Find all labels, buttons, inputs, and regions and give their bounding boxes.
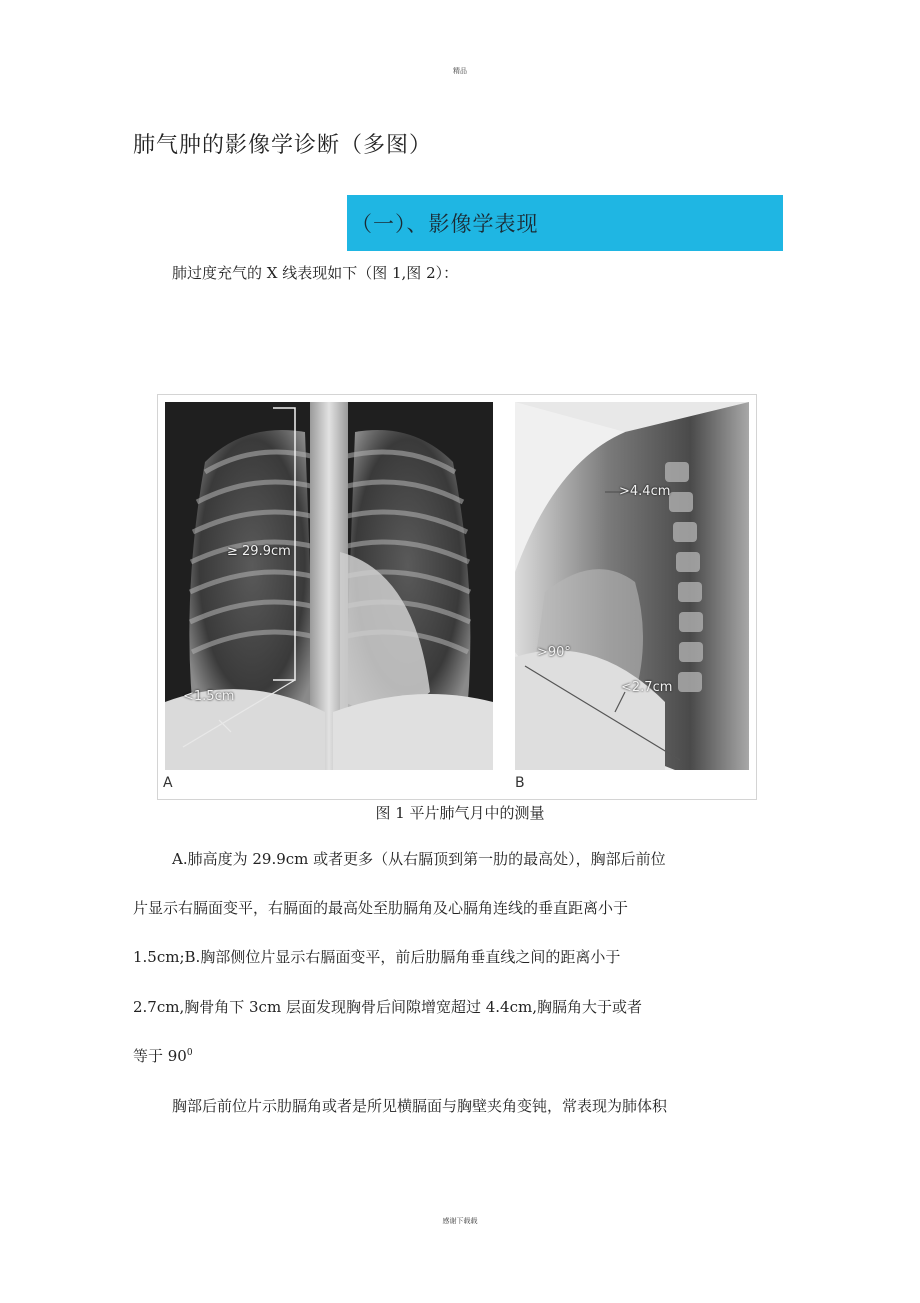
annotation-lung-height: ≥ 29.9cm xyxy=(227,544,291,559)
page-header: 精品 xyxy=(453,67,467,75)
xray-figure xyxy=(157,394,757,800)
panel-label-a: A xyxy=(163,775,173,791)
xray-frontal-image xyxy=(165,402,493,770)
page-footer: 感谢下载载 xyxy=(442,1217,478,1225)
annotation-angle: >90° xyxy=(537,645,571,660)
annotation-retrosternal: >4.4cm xyxy=(619,484,671,499)
section-heading: （一）、影像学表现 xyxy=(351,212,539,236)
panel-label-b: B xyxy=(515,775,525,791)
section-heading-box xyxy=(347,195,783,251)
document-title: 肺气肿的影像学诊断（多图） xyxy=(133,133,433,158)
xray-lateral-image xyxy=(515,402,749,770)
annotation-lateral-distance: <2.7cm xyxy=(621,680,673,695)
intro-text: 肺过度充气的 X 线表现如下（图 1,图 2）： xyxy=(172,264,459,282)
paragraph-line: 2.7cm,胸骨角下 3cm 层面发现胸骨后间隙增宽超过 4.4cm,胸膈角大于或者 xyxy=(133,998,642,1016)
xray-frontal-drawing xyxy=(165,402,493,770)
paragraph-line: 片显示右膈面变平，右膈面的最高处至肋膈角及心膈角连线的垂直距离小于 xyxy=(133,899,629,917)
paragraph-line: 1.5cm;B.胸部侧位片显示右膈面变平，前后肋膈角垂直线之间的距离小于 xyxy=(133,948,621,966)
degree-superscript: 0 xyxy=(186,1048,193,1058)
paragraph-last-line xyxy=(133,1045,193,1066)
paragraph-line: A.肺高度为 29.9cm 或者更多（从右膈顶到第一肋的最高处），胸部后前位 xyxy=(172,850,666,868)
xray-lateral-drawing xyxy=(515,402,749,770)
paragraph-2-line: 胸部后前位片示肋膈角或者是所见横膈面与胸壁夹角变钝，常表现为肺体积 xyxy=(172,1097,668,1115)
annotation-diaphragm-distance: <1.5cm xyxy=(183,689,235,704)
paragraph-last-line-text: 等于 90 xyxy=(133,1047,187,1065)
figure-caption: 图 1 平片肺气月中的测量 xyxy=(375,804,545,822)
